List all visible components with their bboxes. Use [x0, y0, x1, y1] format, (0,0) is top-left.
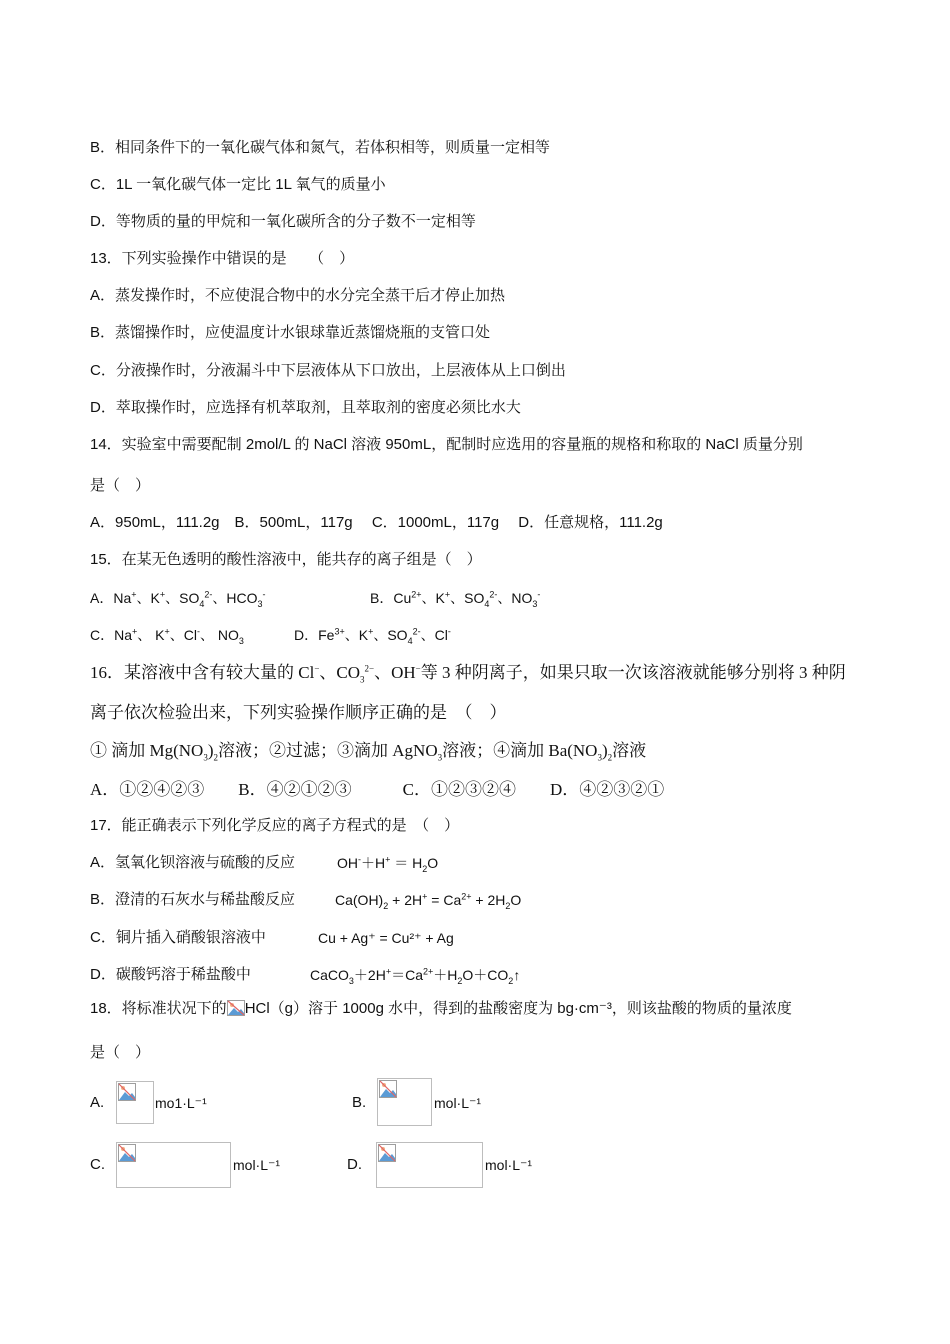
q15-option-b: B．$Cu^{2+}$、K+、$SO_4^{2-}$、$NO_3^-$ [370, 589, 541, 609]
q13-option-c: C．分液操作时，分液漏斗中下层液体从下口放出，上层液体从上口倒出 [90, 362, 566, 379]
q18-option-c-label: C. [90, 1156, 105, 1173]
q17-option-a-equation: $OH^-+H^+ = H_2O$ [337, 854, 439, 874]
q12-option-b: B．相同条件下的一氧化碳气体和氮气，若体积相等，则质量一定相等 [90, 139, 551, 156]
q16-stem-line1: 16．某溶液中含有较大量的 Cl−、$CO_3^{2-}$、OH−等 3 种阴离子，如果只取一次该溶液就能够分别将 3 种阴 [90, 663, 846, 685]
q15-stem: 15．在某无色透明的酸性溶液中，能共存的离子组是（ ） [90, 551, 482, 568]
q12-option-c: C．1L 一氧化碳气体一定比 1L 氧气的质量小 [90, 176, 386, 193]
q18-option-b-unit: mol·L⁻¹ [434, 1095, 482, 1111]
broken-image-icon [118, 1144, 136, 1162]
q16-stem-line2: 离子依次检验出来，下列实验操作顺序正确的是 （ ） [90, 703, 507, 722]
q18-option-d-label: D. [347, 1156, 362, 1173]
q18-stem-line1: 18．将标准状况下的 HCl（g）溶于 1000g 水中，得到的盐酸密度为 bg·cm⁻³，则该盐酸的物质的量浓度 [90, 1000, 792, 1017]
q13-option-a: A．蒸发操作时，不应使混合物中的水分完全蒸干后才停止加热 [90, 287, 506, 304]
q12-option-d: D．等物质的量的甲烷和一氧化碳所含的分子数不一定相等 [90, 213, 476, 230]
q14-stem-line2: 是（ ） [90, 477, 151, 494]
q18-option-b-label: B. [352, 1094, 367, 1111]
q14-stem-line1: 14．实验室中需要配制 2mol/L 的 NaCl 溶液 950mL，配制时应选用的容量瓶的规格和称取的 NaCl 质量分别 [90, 436, 803, 453]
q17-stem: 17．能正确表示下列化学反应的离子方程式的是 （ ） [90, 817, 460, 834]
q18-stem-line2: 是（ ） [90, 1044, 151, 1061]
q13-option-d: D．萃取操作时，应选择有机萃取剂，且萃取剂的密度必须比水大 [90, 399, 521, 416]
q15-option-d: D．$Fe^{3+}$、K+、$SO_4^{2-}$、Cl- [294, 626, 451, 646]
q18-option-d-image [376, 1142, 483, 1188]
q16-options: A．①②④②③ B．④②①②③ C．①②③②④ D．④②③②① [90, 780, 665, 799]
q13-stem: 13．下列实验操作中错误的是 （ ） [90, 250, 355, 267]
broken-image-icon [379, 1080, 397, 1098]
broken-image-icon [118, 1083, 136, 1101]
q17-option-c-equation: Cu + Ag⁺ = Cu²⁺ + Ag [318, 930, 454, 946]
q18-option-a-image [116, 1081, 154, 1124]
q18-option-b-image [377, 1078, 432, 1126]
q14-options: A．950mL，111.2g B．500mL，117g C．1000mL，117g D．任意规格，111.2g [90, 514, 663, 531]
q16-steps: ① 滴加 $Mg(NO_3)_2$溶液；②过滤；③滴加 AgNO$_3$溶液；④滴加 $Ba(NO_3)_2$溶液 [90, 741, 647, 763]
q18-option-d-unit: mol·L⁻¹ [485, 1157, 533, 1173]
q17-option-a-text: A．氢氧化钡溶液与硫酸的反应 [90, 854, 296, 871]
q13-option-b: B．蒸馏操作时，应使温度计水银球靠近蒸馏烧瓶的支管口处 [90, 324, 491, 341]
q17-option-b-equation: $Ca(OH)_2 + 2H^+ = Ca^{2+} + 2H_2O$ [335, 891, 522, 911]
q17-option-d-text: D．碳酸钙溶于稀盐酸中 [90, 966, 251, 983]
q15-option-a: A．Na+、K+、$SO_4^{2-}$、$HCO_3^-$ [90, 589, 266, 609]
q17-option-b-text: B．澄清的石灰水与稀盐酸反应 [90, 891, 296, 908]
q17-option-c-text: C．铜片插入硝酸银溶液中 [90, 929, 266, 946]
q18-option-a-label: A. [90, 1094, 105, 1111]
q15-option-c: C．Na+、 K+、Cl-、 $NO_3$ [90, 626, 244, 646]
q18-option-a-unit: mo1·L⁻¹ [155, 1095, 207, 1111]
broken-image-icon [227, 1000, 245, 1016]
q18-option-c-image [116, 1142, 231, 1188]
q17-option-d-equation: $CaCO_3+2H^+=Ca^{2+}+H_2O+CO_2↑$ [310, 966, 521, 986]
q18-option-c-unit: mol·L⁻¹ [233, 1157, 281, 1173]
broken-image-icon [378, 1144, 396, 1162]
